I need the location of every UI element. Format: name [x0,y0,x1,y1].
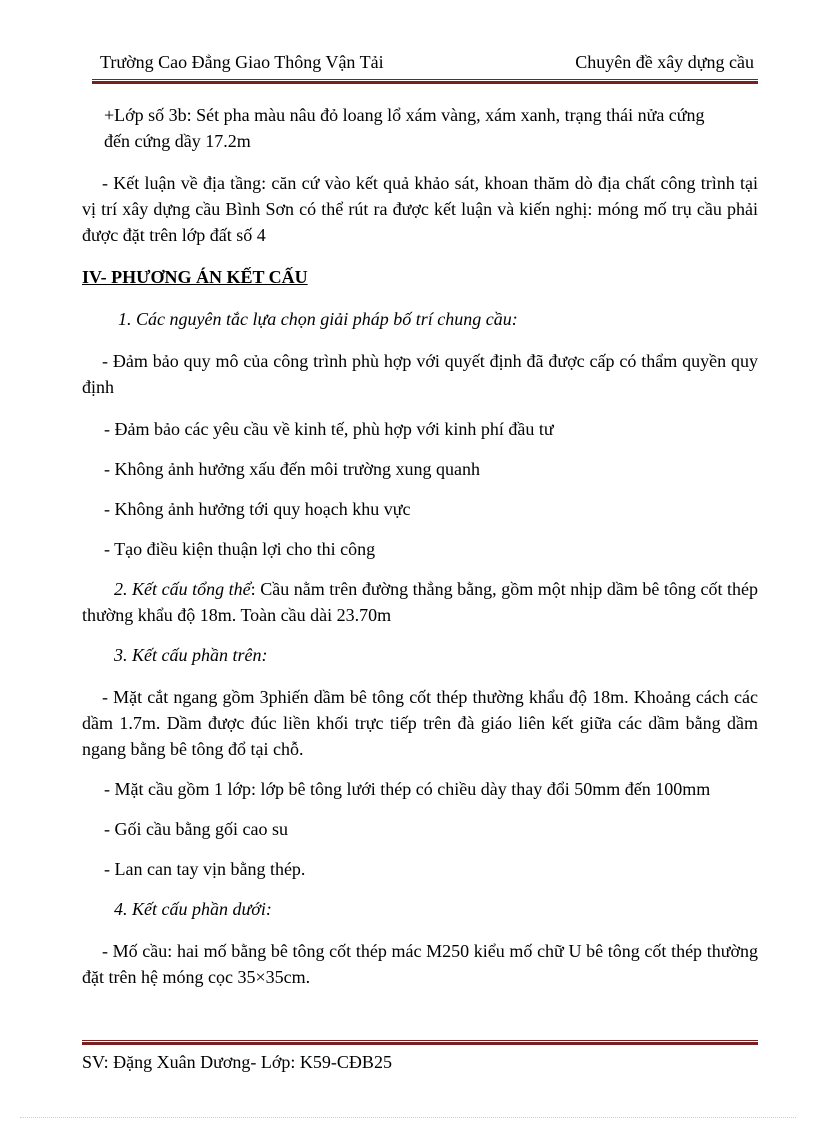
header-topic: Chuyên đề xây dựng cầu [575,52,754,72]
stratigraphy-conclusion: - Kết luận về địa tầng: căn cứ vào kết quả khảo sát, khoan thăm dò địa chất công trình tại vị trí xây dựng cầu Bình Sơn có thể rút ra được kết luận và kiến nghị: móng mố trụ cầu phải được đặt trên lớp đất số 4 [82,173,758,245]
superstructure-item-3: - Gối cầu bằng gối cao su [104,819,288,839]
principle-item-4: - Không ảnh hưởng tới quy hoạch khu vực [104,499,411,519]
page-bottom-border [20,1117,796,1118]
principle-item-2: - Đảm bảo các yêu cầu về kinh tế, phù hợp với kinh phí đầu tư [104,419,554,439]
subsection-4-title: 4. Kết cấu phần dưới: [114,899,272,919]
superstructure-item-1: - Mặt cắt ngang gồm 3phiến dầm bê tông cốt thép thường khẩu độ 18m. Khoảng cách các dầm 1.7m. Dầm được đúc liền khối trực tiếp trên đà giáo liên kết giữa các dầm bằng dầm ngang bằng bê tông đổ tại chỗ. [82,687,758,759]
page-header [100,52,754,73]
principle-item-5: - Tạo điều kiện thuận lợi cho thi công [104,539,376,559]
subsection-3-title: 3. Kết cấu phần trên: [114,645,268,665]
layer-3b-line1: +Lớp số 3b: Sét pha màu nâu đỏ loang lổ xám vàng, xám xanh, trạng thái nửa cứng [104,105,705,125]
header-rule [92,79,758,84]
subsection-2 [82,576,758,628]
substructure-item-1: - Mố cầu: hai mố bằng bê tông cốt thép mác M250 kiểu mố chữ U bê tông cốt thép thường đặt trên hệ móng cọc 35×35cm. [82,941,758,987]
subsection-2-title: 2. Kết cấu tổng thể [114,579,251,599]
layer-3b-line2: đến cứng dầy 17.2m [104,131,251,151]
superstructure-item-2: - Mặt cầu gồm 1 lớp: lớp bê tông lưới thép có chiều dày thay đổi 50mm đến 100mm [104,779,711,799]
principle-item-1: - Đảm bảo quy mô của công trình phù hợp với quyết định đã được cấp có thẩm quyền quy định [82,351,758,397]
header-school: Trường Cao Đẳng Giao Thông Vận Tải [100,52,384,72]
principle-item-3: - Không ảnh hưởng xấu đến môi trường xung quanh [104,459,480,479]
page-footer: SV: Đặng Xuân Dương- Lớp: K59-CĐB25 [82,1052,392,1072]
section-heading: IV- PHƯƠNG ÁN KẾT CẤU [82,267,308,287]
subsection-2-text: : Cầu nằm trên đường thẳng bằng, gồm một nhịp dầm bê tông cốt thép thường khẩu độ 18m. Toàn cầu dài 23.70m [82,579,758,625]
footer-rule [82,1040,758,1045]
superstructure-item-4: - Lan can tay vịn bằng thép. [104,859,306,879]
subsection-1-title: 1. Các nguyên tắc lựa chọn giải pháp bố trí chung cầu: [118,309,518,329]
page-body [82,102,758,990]
